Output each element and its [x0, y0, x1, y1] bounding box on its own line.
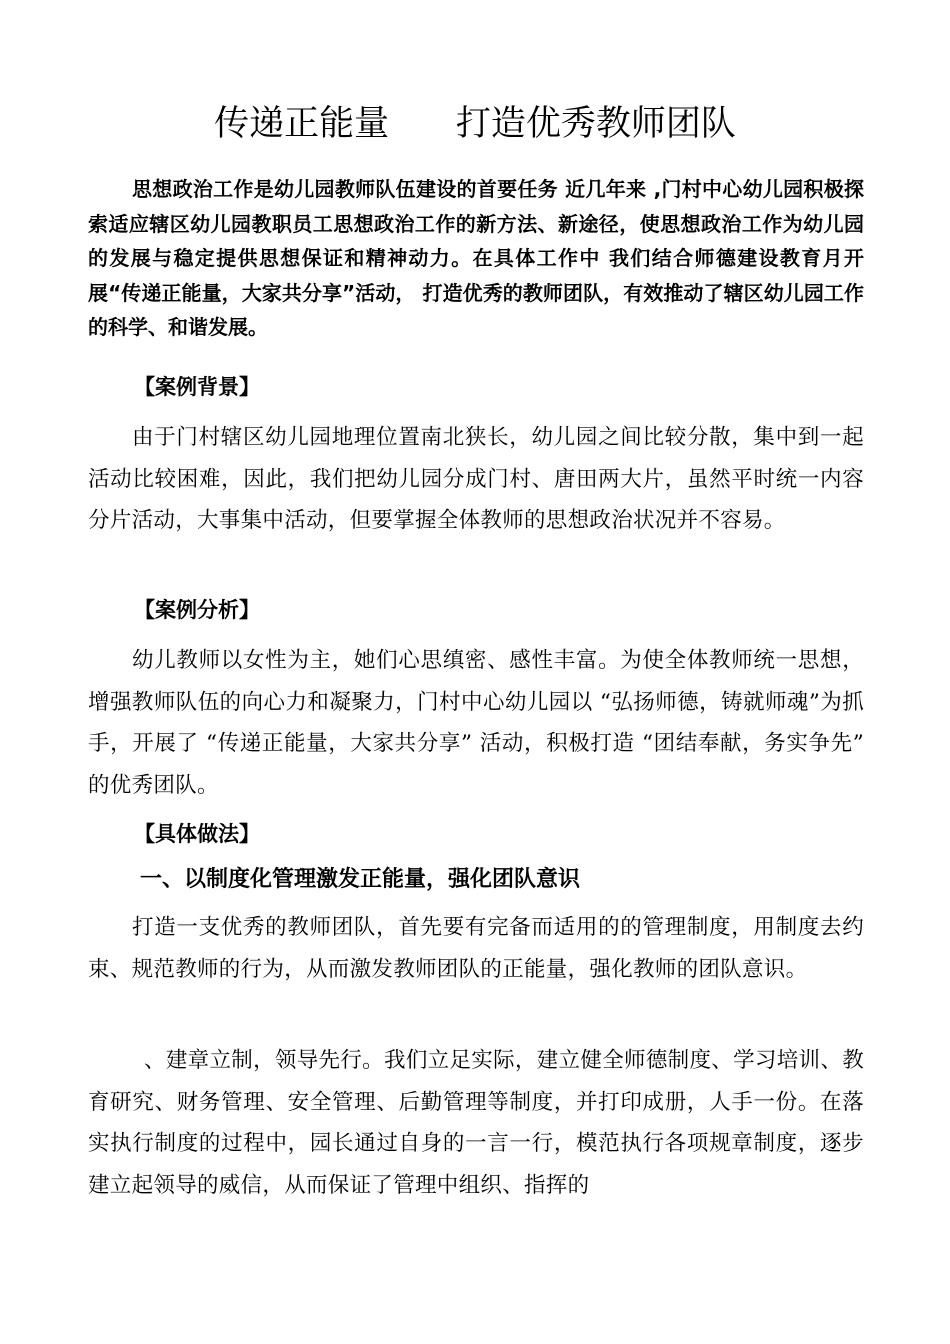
analysis-paragraph: 幼儿教师以女性为主，她们心思缜密、感性丰富。为使全体教师统一思想，增强教师队伍的向心力和凝聚力，门村中心幼儿园以 “弘扬师德，铸就师魂”为抓手，开展了 “传递正能量，大家共分享” 活动，积极打造 “团结奉献，务实争先” 的优秀团队。 — [88, 648, 864, 798]
section-1-paragraph: 打造一支优秀的教师团队，首先要有完备而适用的的管理制度，用制度去约束、规范教师的行为，从而激发教师团队的正能量，强化教师的团队意识。 — [88, 915, 864, 982]
document-title: 传递正能量 打造优秀教师团队 — [214, 104, 736, 144]
background-paragraph: 由于门村辖区幼儿园地理位置南北狭长，幼儿园之间比较分散，集中到一起活动比较困难，因此，我们把幼儿园分成门村、唐田两大片，虽然平时统一内容分片活动，大事集中活动，但要掌握全体教师的思想政治状况并不容易。 — [88, 425, 864, 533]
method-heading: 【具体做法】 — [134, 822, 260, 846]
section-1-item-1-paragraph: 、建章立制，领导先行。我们立足实际，建立健全师德制度、学习培训、教育研究、财务管理、安全管理、后勤管理等制度，并打印成册，人手一份。在落实执行制度的过程中，园长通过自身的一言一行，模范执行各项规章制度，逐步建立起领导的威信，从而保证了管理中组织、指挥的 — [88, 1048, 864, 1198]
background-heading: 【案例背景】 — [134, 375, 260, 399]
section-1-heading: 一、以制度化管理激发正能量，强化团队意识 — [140, 867, 581, 892]
intro-paragraph: 思想政治工作是幼儿园教师队伍建设的首要任务 近几年来 ,门村中心幼儿园积极探索适应辖区幼儿园教职员工思想政治工作的新方法、新途径，使思想政治工作为幼儿园的发展与稳定提供思想保证和精神动力。在具体工作中 我们结合师德建设教育月开展“传递正能量，大家共分享”活动， 打造优秀的教师团队，有效推动了辖区幼儿园工作的科学、和谐发展。 — [88, 177, 864, 339]
analysis-heading: 【案例分析】 — [134, 598, 260, 622]
